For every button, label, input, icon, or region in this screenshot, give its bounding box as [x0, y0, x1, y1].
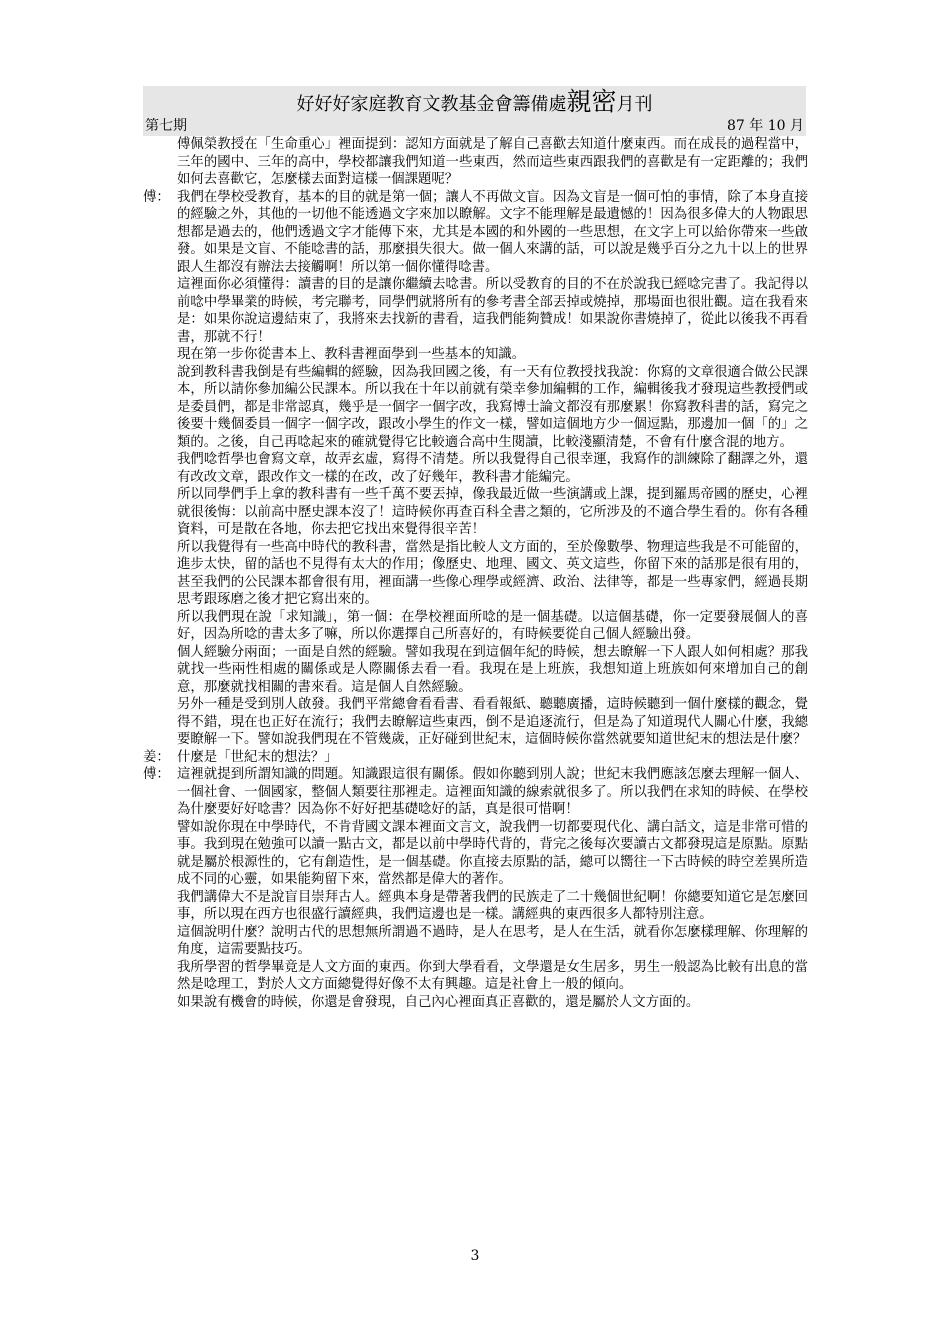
- paragraph: [143, 539, 808, 609]
- paragraph: [143, 346, 808, 364]
- paragraph: [143, 136, 808, 189]
- paragraph-text: 我所學習的哲學畢竟是人文方面的東西。你到大學看看，文學還是女生居多，男生一般認為比較有出息的當然是唸理工，對於人文方面總覺得好像不太有興趣。這是社會上一般的傾向。: [177, 959, 808, 992]
- paragraph-text: 所以同學們手上拿的教科書有一些千萬不要丟掉，像我最近做一些演講或上課，提到羅馬帝國的歷史，心裡就很後悔：以前高中歷史課本沒了！這時候你再查百科全書之類的，它所涉及的不適合學生看的。你有各種資料，可是散在各地，你去把它找出來覺得很辛苦！: [177, 487, 808, 537]
- paragraph: [143, 889, 808, 924]
- title-suffix: 月刊: [616, 94, 653, 115]
- paragraph-text: 如果說有機會的時候，你還是會發現，自己內心裡面真正喜歡的，還是屬於人文方面的。: [177, 994, 700, 1010]
- paragraph: [143, 696, 808, 749]
- paragraph-text: 我們唸哲學也會寫文章，故弄玄虛，寫得不清楚。所以我覺得自己很幸運，我寫作的訓練除了翻譯之外，還有改改文章，跟改作文一樣的在改，改了好幾年，教科書才能編完。: [177, 452, 808, 485]
- speaker-label: 姜：: [143, 749, 170, 765]
- paragraph-text: 個人經驗分兩面；一面是自然的經驗。譬如我現在到這個年紀的時候，想去瞭解一下人跟人如何相處？那我就找一些兩性相處的關係或是人際關係去看一看。我現在是上班族，我想知道上班族如何來增加自己的創意，那麼就找相關的書來看。這是個人自然經驗。: [177, 644, 808, 695]
- paragraph: [143, 749, 808, 767]
- paragraph: [143, 766, 808, 819]
- paragraph-text: 這個說明什麼？說明古代的思想無所謂過不過時，是人在思考，是人在生活，就看你怎麼樣理解、你理解的角度，這需要點技巧。: [177, 924, 808, 957]
- paragraph: [143, 451, 808, 486]
- paragraph-text: 什麼是「世紀末的想法？」: [177, 749, 338, 765]
- paragraph: [143, 644, 808, 697]
- paragraph: [143, 994, 808, 1012]
- paragraph-text: 這裡就提到所謂知識的問題。知識跟這很有關係。假如你聽到別人說；世紀末我們應該怎麼去理解一個人、一個社會、一個國家，整個人類要往那裡走。這裡面知識的線索就很多了。所以我們在求知的時候、在學校為什麼要好好唸書？因為你不好好把基礎唸好的話，真是很可惜啊！: [177, 767, 808, 817]
- paragraph-text: 說到教科書我倒是有些編輯的經驗，因為我回國之後，有一天有位教授找我說：你寫的文章很適合做公民課本，所以請你參加編公民課本。所以我在十年以前就有榮幸參加編輯的工作，編輯後我才發現這些教授們或是委員們，都是非常認真，幾乎是一個字一個字改，我寫博士論文都沒有那麼累！你寫教科書的話，寫完之後要十幾個委員一個字一個字改，跟改小學生的作文一樣，譬如這個地方少一個逗點，那邊加一個「的」之類的。之後，自己再唸起來的確就覺得它比較適合高中生閱讀，比較淺顯清楚，不會有什麼含混的地方。: [177, 364, 808, 450]
- paragraph-text: 這裡面你必須懂得：讀書的目的是讓你繼續去唸書。所以受教育的目的不在於說我已經唸完書了。我記得以前唸中學畢業的時候，考完聯考，同學們就將所有的參考書全部丟掉或燒掉，那場面也很壯觀。這在我看來是：如果你說這邊結束了，我將來去找新的書看，這我們能夠贊成！如果說你書燒掉了，從此以後我不再看書，那就不行！: [177, 277, 808, 345]
- paragraph-text: 所以我覺得有一些高中時代的教科書，當然是指比較人文方面的，至於像數學、物理這些我是不可能留的，進步太快，留的話也不見得有太大的作用；像歷史、地理、國文、英文這些，你留下來的話那是很有用的，甚至我們的公民課本都會很有用，裡面講一些像心理學或經濟、政治、法律等，都是一些專家們，經過長期思考跟琢磨之後才把它寫出來的。: [177, 539, 808, 607]
- paragraph-text: 另外一種是受到別人啟發。我們平常總會看看書、看看報紙、聽聽廣播，這時候聽到一個什麼樣的觀念，覺得不錯，現在也正好在流行；我們去瞭解這些東西，倒不是追逐流行，但是為了知道現代人關心什麼，我總要瞭解一下。譬如說我們現在不管幾歲，正好碰到世紀末，這個時候你當然就要知道世紀末的想法是什麼？: [177, 697, 808, 747]
- paragraph-text: 我們在學校受教育，基本的目的就是第一個；讓人不再做文盲。因為文盲是一個可怕的事情，除了本身直接的經驗之外，其他的一切他不能透過文字來加以瞭解。文字不能理解是最遺憾的！因為很多偉大的人物跟思想都是過去的，他們透過文字才能傳下來，尤其是本國的和外國的一些思想，在文字上可以給你帶來一些啟發。如果是文盲、不能唸書的話，那麼損失很大。做一個人來講的話，可以說是幾乎百分之九十以上的世界跟人生都沒有辦法去接觸啊！所以第一個你懂得唸書。: [177, 189, 808, 275]
- issue-number: 第七期: [145, 118, 187, 134]
- paragraph-text: 現在第一步你從書本上、教科書裡面學到一些基本的知識。: [177, 347, 526, 362]
- speaker-label: 傅：: [143, 767, 170, 782]
- paragraph-text: 譬如說你現在中學時代，不肯背國文課本裡面文言文，說我們一切都要現代化、講白話文，這是非常可惜的事。我到現在勉強可以讀一點古文，都是以前中學時代背的，背完之後每次要讀古文都發現這是原點。原點就是屬於根源性的，它有創造性，是一個基礎。你直接去原點的話，總可以嚮往一下古時候的時空差異所造成不同的心靈，如果能夠留下來，當然都是偉大的著作。: [177, 819, 808, 887]
- issue-date: 87 年 10 月: [727, 118, 804, 134]
- journal-title: [143, 88, 806, 119]
- speaker-label: 傅：: [143, 189, 170, 205]
- paragraph-text: 我們講偉大不是說盲目崇拜古人。經典本身是帶著我們的民族走了二十幾個世紀啊！你總要知道它是怎麼回事，所以現在西方也很盛行讀經典，我們這邊也是一樣。講經典的東西很多人都特別注意。: [177, 889, 808, 922]
- paragraph: [143, 609, 808, 644]
- paragraph: [143, 364, 808, 452]
- page-number: 3: [470, 1248, 480, 1264]
- paragraph: [143, 276, 808, 346]
- masthead: [143, 86, 806, 136]
- paragraph: [143, 189, 808, 277]
- paragraph: [143, 959, 808, 994]
- title-emphasis: 親密: [566, 87, 617, 116]
- paragraph-text: 所以我們現在說「求知識」，第一個：在學校裡面所唸的是一個基礎。以這個基礎，你一定要發展個人的喜好，因為所唸的書太多了嘛，所以你選擇自己所喜好的，有時候要從自己個人經驗出發。: [177, 609, 808, 642]
- title-prefix: 好好好家庭教育文教基金會籌備處: [296, 94, 567, 115]
- paragraph-text: 傅佩榮教授在「生命重心」裡面提到：認知方面就是了解自己喜歡去知道什麼東西。而在成長的過程當中，三年的國中、三年的高中，學校都讓我們知道一些東西，然而這些東西跟我們的喜歡是有一定距離的；我們如何去喜歡它，怎麼樣去面對這樣一個課題呢？: [177, 137, 808, 187]
- paragraph: [143, 819, 808, 889]
- paragraph: [143, 486, 808, 539]
- interview-body: [143, 136, 808, 1011]
- paragraph: [143, 924, 808, 959]
